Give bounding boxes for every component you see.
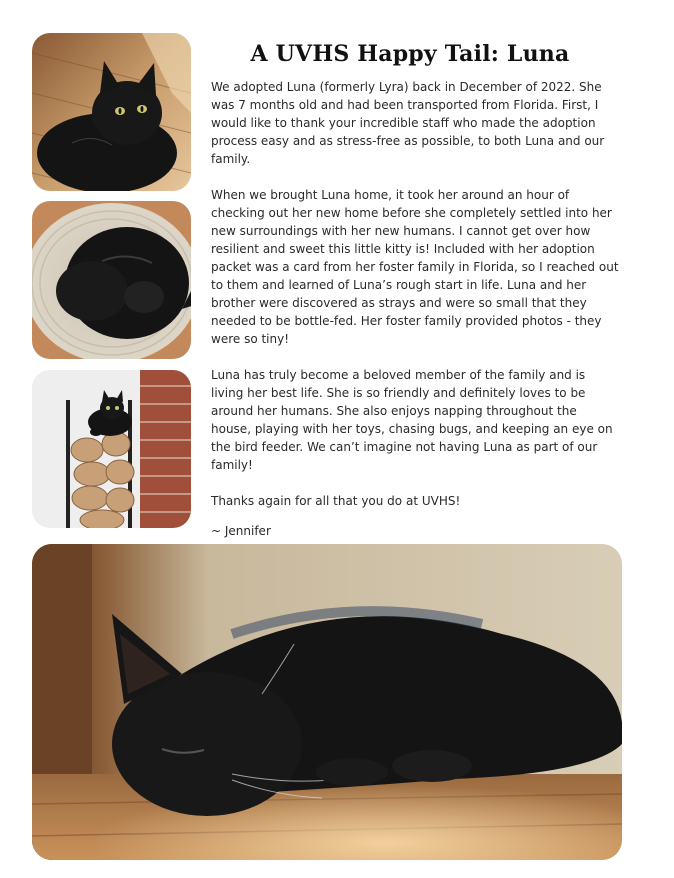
signature: ~ Jennifer (211, 524, 271, 538)
story-paragraph: When we brought Luna home, it took her around an hour of checking out her new home before she completely settled into her new surroundings with her new humans. I cannot get over how resilient and sweet this little kitty is! Included with her adoption packet was a card from her foster family in Florida, so I reached out to them and learned of Luna’s rough start in life. Luna and her brother were discovered as strays and were so small that they needed to be bottle-fed. Her foster family provided photos - they were so tiny! (211, 188, 619, 346)
photo-cat-sleeping-sunlight (32, 544, 622, 860)
story-text (211, 78, 619, 558)
story-paragraph: We adopted Luna (formerly Lyra) back in December of 2022. She was 7 months old and had been transported from Florida. First, I would like to thank your incredible staff who made the adoption process easy and as stress-free as possible, to both Luna and our family. (211, 80, 605, 166)
story-paragraph: Luna has truly become a beloved member of the family and is living her best life. She is so friendly and definitely loves to be around her humans. She also enjoys napping throughout the house, playing with her toys, chasing bugs, and keeping an eye on the bird feeder. We can’t imagine not having Luna as part of our family! (211, 368, 613, 472)
photo-cat-curled-cushion (32, 201, 191, 359)
photo-cat-on-firewood-rack (32, 370, 191, 528)
story-paragraph: Thanks again for all that you do at UVHS! (211, 494, 461, 508)
page-title: A UVHS Happy Tail: Luna (250, 41, 570, 67)
photo-cat-on-floor (32, 33, 191, 191)
